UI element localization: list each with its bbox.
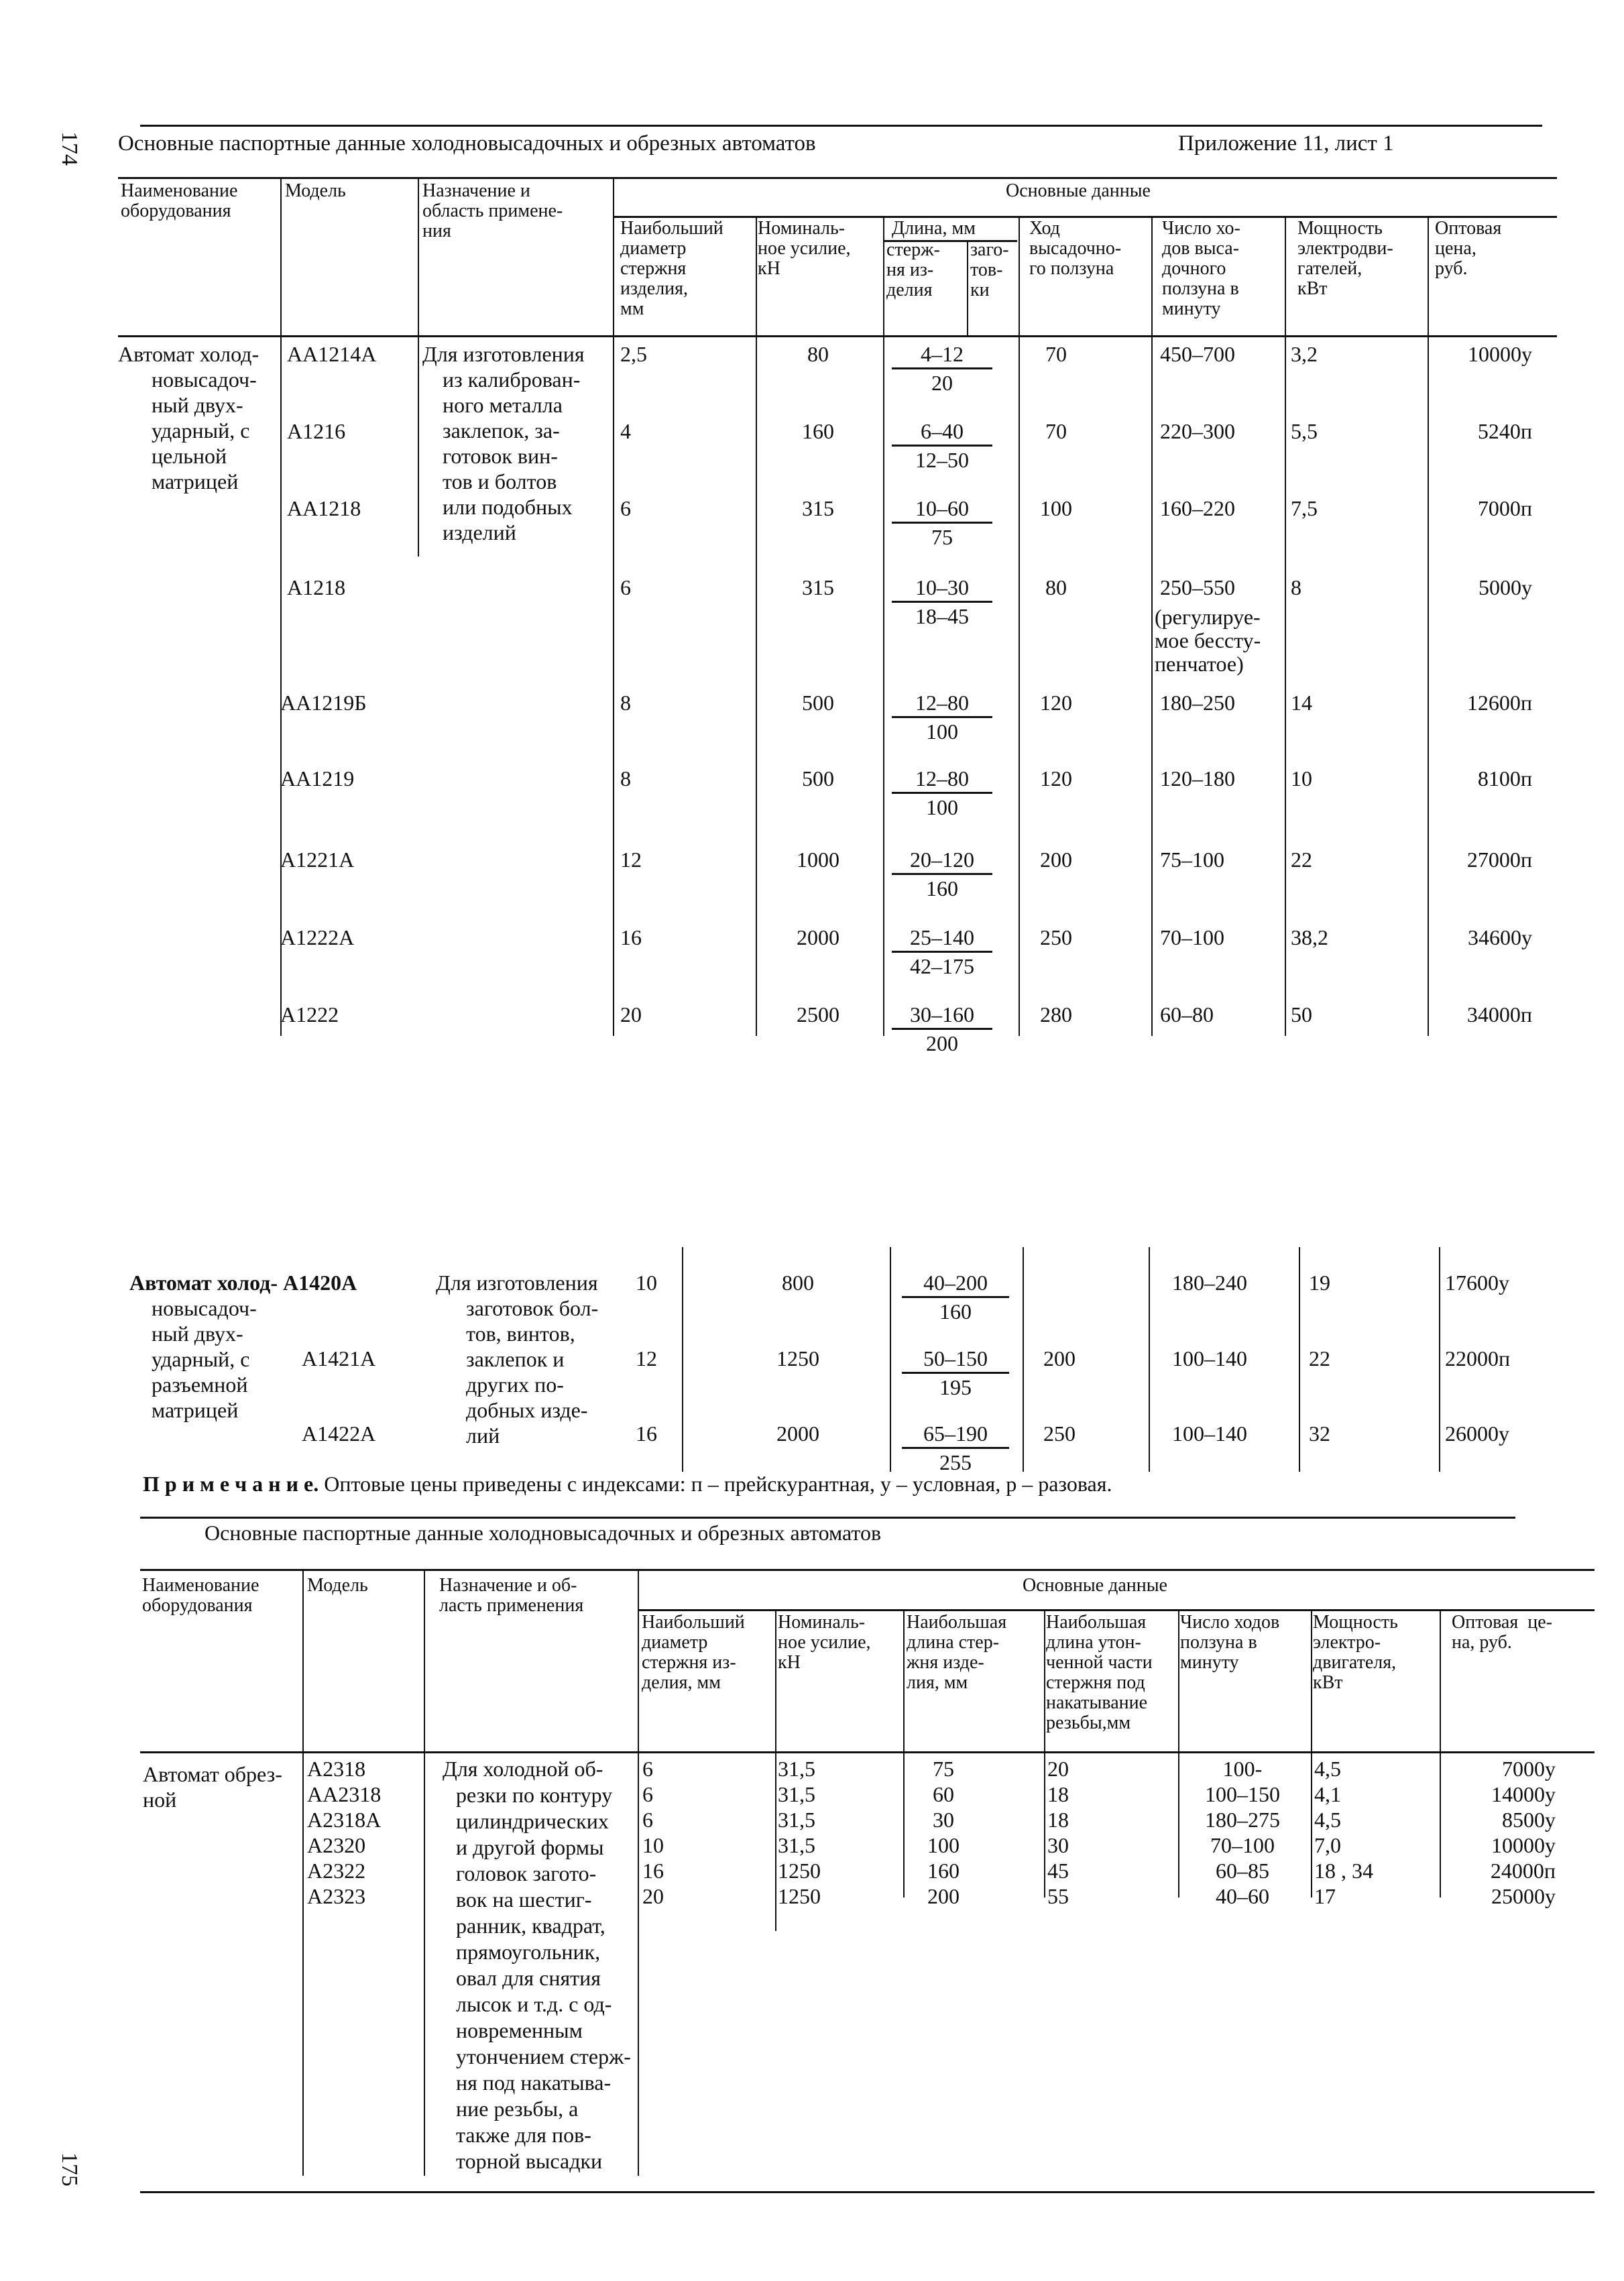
force: 315 — [802, 575, 834, 599]
purpose-line: добных изде- — [466, 1398, 588, 1422]
force: 1250 — [778, 1884, 821, 1908]
purpose-line: овал для снятия — [456, 1966, 601, 1990]
diameter: 10 — [636, 1271, 657, 1295]
column-divider — [903, 1609, 905, 1751]
purpose-line: ного металла — [443, 393, 563, 417]
column-divider — [775, 1751, 776, 1931]
column-divider — [756, 335, 757, 1036]
strokes-per-minute: 100–140 — [1172, 1421, 1247, 1446]
header-thinned-length: Наибольшая длина утон- ченной части стержня под накатывание резьбы,мм — [1046, 1612, 1153, 1733]
model: А1221А — [280, 847, 355, 872]
column-divider — [1178, 1751, 1179, 1897]
price: 14000у — [1491, 1782, 1556, 1806]
strokes-per-minute: 180–250 — [1160, 691, 1235, 715]
thinned-length: 18 — [1047, 1808, 1069, 1832]
price: 8100п — [1477, 766, 1532, 791]
length-fraction — [902, 1345, 1009, 1401]
strokes-per-minute: 450–700 — [1160, 342, 1235, 366]
rod-length: 25–140 — [892, 924, 992, 953]
price: 5000у — [1478, 575, 1532, 599]
bottom-rule — [140, 2191, 1594, 2193]
rule-line — [613, 216, 1557, 218]
diameter: 6 — [620, 496, 631, 520]
rod-length: 30–160 — [892, 1001, 992, 1030]
price-note — [143, 1472, 1112, 1497]
rod-length: 12–80 — [892, 765, 992, 794]
stroke: 100 — [1040, 496, 1072, 520]
price: 12600п — [1466, 691, 1532, 715]
model: А1420А — [283, 1271, 357, 1295]
header-top-rule — [140, 1569, 1594, 1571]
strokes-per-minute: 60–85 — [1216, 1859, 1269, 1883]
header-force: Номиналь- ное усилие, кН — [758, 218, 851, 279]
power: 38,2 — [1291, 925, 1328, 949]
power: 8 — [1291, 575, 1301, 599]
column-divider — [1439, 1247, 1440, 1472]
stroke: 200 — [1043, 1346, 1076, 1370]
equipment-name-line: ный двух- — [152, 1322, 243, 1346]
price: 27000п — [1466, 847, 1532, 872]
blank-length: 12–50 — [915, 448, 969, 472]
thinned-length: 45 — [1047, 1859, 1069, 1883]
length-fraction — [892, 846, 992, 902]
length-fraction — [892, 924, 992, 980]
diameter: 20 — [642, 1884, 664, 1908]
diameter: 6 — [620, 575, 631, 599]
strokes-per-minute: 100–140 — [1172, 1346, 1247, 1370]
equipment-name-line: Автомат обрез- — [143, 1762, 282, 1786]
column-divider — [1178, 1609, 1179, 1751]
header-bottom-rule — [140, 1751, 1594, 1753]
column-divider — [1151, 216, 1153, 335]
price: 34600у — [1468, 925, 1532, 949]
purpose-line: прямоугольник, — [456, 1940, 601, 1964]
stroke: 120 — [1040, 691, 1072, 715]
blank-length: 160 — [926, 876, 958, 900]
column-divider — [280, 177, 282, 335]
purpose-line: заклепок и — [466, 1347, 565, 1371]
purpose-line: утончением стерж- — [456, 2044, 631, 2068]
rod-length: 50–150 — [902, 1345, 1009, 1374]
model: А2320 — [307, 1833, 366, 1857]
power: 22 — [1309, 1346, 1330, 1370]
power: 4,5 — [1314, 1757, 1341, 1781]
column-divider — [1149, 1247, 1150, 1472]
thinned-length: 30 — [1047, 1833, 1069, 1857]
header-stroke: Ход высадочно- го ползуна — [1029, 218, 1122, 279]
diameter: 12 — [636, 1346, 657, 1370]
rod-length: 40–200 — [902, 1269, 1009, 1298]
stroke: 280 — [1040, 1002, 1072, 1027]
price: 8500у — [1502, 1808, 1556, 1832]
header-price: Оптовая цена, руб. — [1435, 218, 1502, 279]
price: 5240п — [1477, 419, 1532, 443]
price: 26000у — [1445, 1421, 1509, 1446]
header-bottom-rule — [118, 335, 1557, 337]
column-divider — [424, 1569, 425, 2176]
blank-length: 255 — [939, 1450, 972, 1474]
length-fraction — [902, 1420, 1009, 1476]
power: 14 — [1291, 691, 1312, 715]
power: 7,0 — [1314, 1833, 1341, 1857]
power: 7,5 — [1291, 496, 1318, 520]
equipment-name-line: цельной — [152, 444, 227, 468]
header-price: Оптовая це- на, руб. — [1452, 1612, 1552, 1653]
note-text: Оптовые цены приведены с индексами: п – прейскурантная, у – условная, р – разовая. — [324, 1472, 1112, 1496]
price: 10000у — [1468, 342, 1532, 366]
force: 500 — [802, 766, 834, 791]
header-purpose: Назначение и область примене- ния — [422, 180, 563, 241]
equipment-name-line: Автомат холод- — [129, 1271, 278, 1295]
purpose-line: из калиброван- — [443, 367, 581, 392]
power: 3,2 — [1291, 342, 1318, 366]
model: АА1219Б — [280, 691, 367, 715]
power: 4,5 — [1314, 1808, 1341, 1832]
equipment-name-line: Автомат холод- — [118, 342, 259, 366]
model: АА2318 — [307, 1782, 382, 1806]
column-divider — [418, 335, 419, 557]
blank-length: 195 — [939, 1375, 972, 1399]
equipment-name-line: новысадоч- — [152, 1296, 257, 1320]
blank-length: 42–175 — [910, 954, 974, 978]
rule-line — [638, 1609, 1594, 1611]
column-divider — [883, 335, 884, 1036]
price: 17600у — [1445, 1271, 1509, 1295]
purpose-line: других по- — [466, 1372, 564, 1397]
purpose-line: заклепок, за- — [443, 418, 560, 443]
force: 31,5 — [778, 1808, 815, 1832]
header-length-blank: заго- тов- ки — [970, 239, 1009, 300]
column-divider — [613, 335, 614, 1036]
model: А2323 — [307, 1884, 366, 1908]
column-divider — [418, 177, 419, 335]
column-divider — [1044, 1751, 1045, 1897]
force: 2000 — [776, 1421, 819, 1446]
strokes-per-minute: 40–60 — [1216, 1884, 1269, 1908]
purpose-line: торной высадки — [456, 2149, 603, 2173]
purpose-line: или подобных — [443, 495, 573, 519]
column-divider — [1019, 335, 1020, 1036]
purpose-line: цилиндрических — [456, 1809, 609, 1833]
purpose-line: лий — [466, 1423, 500, 1448]
model: А1216 — [287, 419, 346, 443]
column-divider — [903, 1751, 905, 1897]
rod-length: 20–120 — [892, 846, 992, 875]
power: 19 — [1309, 1271, 1330, 1295]
column-divider — [1311, 1751, 1312, 1897]
column-divider — [967, 240, 968, 335]
table-title: Основные паспортные данные холодновысадочных и обрезных автоматов — [205, 1521, 882, 1545]
stroke: 250 — [1043, 1421, 1076, 1446]
rod-length: 4–12 — [892, 341, 992, 369]
max-length: 75 — [933, 1757, 954, 1781]
power: 17 — [1314, 1884, 1336, 1908]
stroke: 80 — [1045, 575, 1067, 599]
length-fraction — [892, 1001, 992, 1057]
diameter: 16 — [642, 1859, 664, 1883]
column-divider — [1151, 335, 1153, 1036]
length-fraction — [892, 765, 992, 821]
blank-length: 18–45 — [915, 604, 969, 628]
model: А1222А — [280, 925, 355, 949]
strokes-per-minute: 160–220 — [1160, 496, 1235, 520]
diameter: 20 — [620, 1002, 642, 1027]
force: 500 — [802, 691, 834, 715]
length-fraction — [892, 689, 992, 745]
price: 24000п — [1490, 1859, 1556, 1883]
purpose-line: ранник, квадрат, — [456, 1914, 605, 1938]
equipment-name-line: ный двух- — [152, 393, 243, 417]
model: А2318 — [307, 1757, 366, 1781]
strokes-per-minute: 100- — [1222, 1757, 1263, 1781]
column-divider — [890, 1247, 891, 1472]
column-divider — [1044, 1609, 1045, 1751]
model: А2322 — [307, 1859, 366, 1883]
equipment-name-line: новысадоч- — [152, 367, 257, 392]
page-number-left: 174 — [57, 131, 82, 166]
stroke: 200 — [1040, 847, 1072, 872]
blank-length: 200 — [926, 1031, 958, 1055]
column-divider — [1428, 216, 1429, 335]
header-max-length: Наибольшая длина стер- жня изде- лия, мм — [907, 1612, 1007, 1693]
header-force: Номиналь- ное усилие, кН — [778, 1612, 871, 1673]
column-divider — [1311, 1609, 1312, 1751]
column-divider — [1440, 1751, 1441, 1897]
strokes-per-minute: 120–180 — [1160, 766, 1235, 791]
purpose-line: новременным — [456, 2018, 583, 2042]
header-main-data: Основные данные — [1006, 180, 1151, 201]
header-diameter: Наибольший диаметр стержня изделия, мм — [620, 218, 723, 319]
header-main-data: Основные данные — [1023, 1575, 1167, 1596]
force: 31,5 — [778, 1782, 815, 1806]
purpose-line: Для изготовления — [422, 342, 585, 366]
strokes-per-minute: 220–300 — [1160, 419, 1235, 443]
column-divider — [1299, 1247, 1300, 1472]
diameter: 8 — [620, 691, 631, 715]
top-rule — [140, 125, 1542, 127]
diameter: 16 — [636, 1421, 657, 1446]
force: 80 — [807, 342, 829, 366]
diameter: 6 — [642, 1782, 653, 1806]
force: 315 — [802, 496, 834, 520]
rod-length: 12–80 — [892, 689, 992, 718]
column-divider — [756, 216, 757, 335]
header-diameter: Наибольший диаметр стержня из- делия, мм — [642, 1612, 745, 1693]
column-divider — [302, 1569, 304, 2176]
header-strokes-per-minute: Число хо- дов выса- дочного ползуна в минуту — [1162, 218, 1240, 319]
column-divider — [1440, 1609, 1441, 1751]
strokes-per-minute: 70–100 — [1160, 925, 1224, 949]
strokes-per-minute: 180–275 — [1205, 1808, 1280, 1832]
purpose-line: тов и болтов — [443, 469, 557, 493]
header-name: Наименование оборудования — [121, 180, 238, 221]
column-divider — [682, 1247, 683, 1472]
force: 2000 — [797, 925, 839, 949]
header-strokes-per-minute: Число ходов ползуна в минуту — [1180, 1612, 1280, 1673]
strokes-per-minute: 70–100 — [1210, 1833, 1275, 1857]
power: 22 — [1291, 847, 1312, 872]
stroke: 250 — [1040, 925, 1072, 949]
stroke: 120 — [1040, 766, 1072, 791]
diameter: 2,5 — [620, 342, 647, 366]
length-fraction — [892, 495, 992, 550]
rod-length: 10–30 — [892, 574, 992, 603]
purpose-line: готовок вин- — [443, 444, 558, 468]
header-model: Модель — [307, 1575, 368, 1596]
force: 1000 — [797, 847, 839, 872]
purpose-line: ние резьбы, а — [456, 2097, 579, 2121]
power: 18 , 34 — [1314, 1859, 1373, 1883]
equipment-name-line: матрицей — [152, 1398, 239, 1422]
max-length: 100 — [927, 1833, 960, 1857]
thinned-length: 20 — [1047, 1757, 1069, 1781]
diameter: 6 — [642, 1808, 653, 1832]
length-fraction — [892, 418, 992, 473]
column-divider — [638, 1569, 639, 2176]
header-purpose: Назначение и об- ласть применения — [439, 1575, 584, 1616]
length-fraction — [892, 341, 992, 396]
power: 5,5 — [1291, 419, 1318, 443]
header-name: Наименование оборудования — [142, 1575, 259, 1616]
purpose-line: Для изготовления — [436, 1271, 598, 1295]
equipment-name-line: разъемной — [152, 1372, 248, 1397]
purpose-line: лысок и т.д. с од- — [456, 1992, 612, 2016]
column-divider — [1019, 216, 1020, 335]
force: 1250 — [778, 1859, 821, 1883]
page-number-right: 175 — [57, 2152, 82, 2186]
header-length-rod: стерж- ня из- делия — [886, 239, 940, 300]
strokes-per-minute: 75–100 — [1160, 847, 1224, 872]
price: 7000п — [1477, 496, 1532, 520]
strokes-per-minute: 60–80 — [1160, 1002, 1214, 1027]
strokes-per-minute: 100–150 — [1205, 1782, 1280, 1806]
column-divider — [1428, 335, 1429, 1036]
diameter: 8 — [620, 766, 631, 791]
diameter: 4 — [620, 419, 631, 443]
diameter: 16 — [620, 925, 642, 949]
force: 160 — [802, 419, 834, 443]
strokes-per-minute: 180–240 — [1172, 1271, 1247, 1295]
max-length: 160 — [927, 1859, 960, 1883]
diameter: 6 — [642, 1757, 653, 1781]
price: 25000у — [1491, 1884, 1556, 1908]
equipment-name-line: ударный, с — [152, 418, 250, 443]
model: АА1218 — [287, 496, 361, 520]
header-power: Мощность электро- двигателя, кВт — [1313, 1612, 1398, 1693]
equipment-name-line: ной — [143, 1788, 177, 1812]
stroke: 70 — [1045, 342, 1067, 366]
rod-length: 6–40 — [892, 418, 992, 447]
note-label: П р и м е ч а н и е. — [143, 1472, 325, 1496]
purpose-line: и другой формы — [456, 1835, 604, 1859]
column-divider — [1285, 335, 1286, 1036]
diameter: 12 — [620, 847, 642, 872]
max-length: 30 — [933, 1808, 954, 1832]
column-divider — [775, 1609, 776, 1751]
equipment-name-line: ударный, с — [152, 1347, 250, 1371]
blank-length: 75 — [931, 525, 953, 549]
model: А2318А — [307, 1808, 382, 1832]
power: 32 — [1309, 1421, 1330, 1446]
purpose-line: изделий — [443, 520, 516, 544]
header-model: Модель — [285, 180, 346, 201]
column-divider — [1023, 1247, 1024, 1472]
column-divider — [883, 216, 884, 335]
blank-length: 100 — [926, 795, 958, 819]
force: 2500 — [797, 1002, 839, 1027]
rod-length: 10–60 — [892, 495, 992, 524]
equipment-name-line: матрицей — [152, 469, 239, 493]
blank-length: 160 — [939, 1299, 972, 1324]
header-top-rule — [118, 177, 1557, 179]
blank-length: 100 — [926, 719, 958, 744]
purpose-line: вок на шестиг- — [456, 1887, 592, 1912]
purpose-line: ня под накатыва- — [456, 2070, 612, 2095]
length-fraction — [902, 1269, 1009, 1325]
column-divider — [1285, 216, 1286, 335]
purpose-line: резки по контуру — [456, 1783, 613, 1807]
force: 800 — [782, 1271, 814, 1295]
price: 34000п — [1466, 1002, 1532, 1027]
strokes-per-minute: 250–550 — [1160, 575, 1235, 599]
model: А1421А — [302, 1346, 376, 1370]
blank-length: 20 — [931, 371, 953, 395]
force: 31,5 — [778, 1833, 815, 1857]
price: 22000п — [1445, 1346, 1511, 1370]
force: 31,5 — [778, 1757, 815, 1781]
strokes-per-minute-note: (регулируе- мое бессту- пенчатое) — [1155, 605, 1261, 676]
thinned-length: 18 — [1047, 1782, 1069, 1806]
purpose-line: Для холодной об- — [443, 1757, 603, 1781]
column-divider — [613, 177, 614, 335]
purpose-line: головок загото- — [456, 1861, 597, 1885]
length-fraction — [892, 574, 992, 630]
model: А1218 — [287, 575, 346, 599]
header-power: Мощность электродви- гателей, кВт — [1297, 218, 1393, 299]
max-length: 200 — [927, 1884, 960, 1908]
price: 7000у — [1502, 1757, 1556, 1781]
power: 50 — [1291, 1002, 1312, 1027]
purpose-line: также для пов- — [456, 2123, 591, 2147]
table-title: Основные паспортные данные холодновысадочных и обрезных автоматов — [118, 131, 816, 156]
model: АА1219 — [280, 766, 355, 791]
model: А1422А — [302, 1421, 376, 1446]
rod-length: 65–190 — [902, 1420, 1009, 1449]
thinned-length: 55 — [1047, 1884, 1069, 1908]
appendix-label: Приложение 11, лист 1 — [1178, 131, 1394, 156]
price: 10000у — [1491, 1833, 1556, 1857]
header-length: Длина, мм — [892, 218, 976, 239]
power: 10 — [1291, 766, 1312, 791]
stroke: 70 — [1045, 419, 1067, 443]
model: А1222 — [280, 1002, 339, 1027]
separator-rule — [140, 1517, 1515, 1519]
power: 4,1 — [1314, 1782, 1341, 1806]
max-length: 60 — [933, 1782, 954, 1806]
purpose-line: заготовок бол- — [466, 1296, 599, 1320]
force: 1250 — [776, 1346, 819, 1370]
model: АА1214А — [287, 342, 377, 366]
purpose-line: тов, винтов, — [466, 1322, 575, 1346]
diameter: 10 — [642, 1833, 664, 1857]
